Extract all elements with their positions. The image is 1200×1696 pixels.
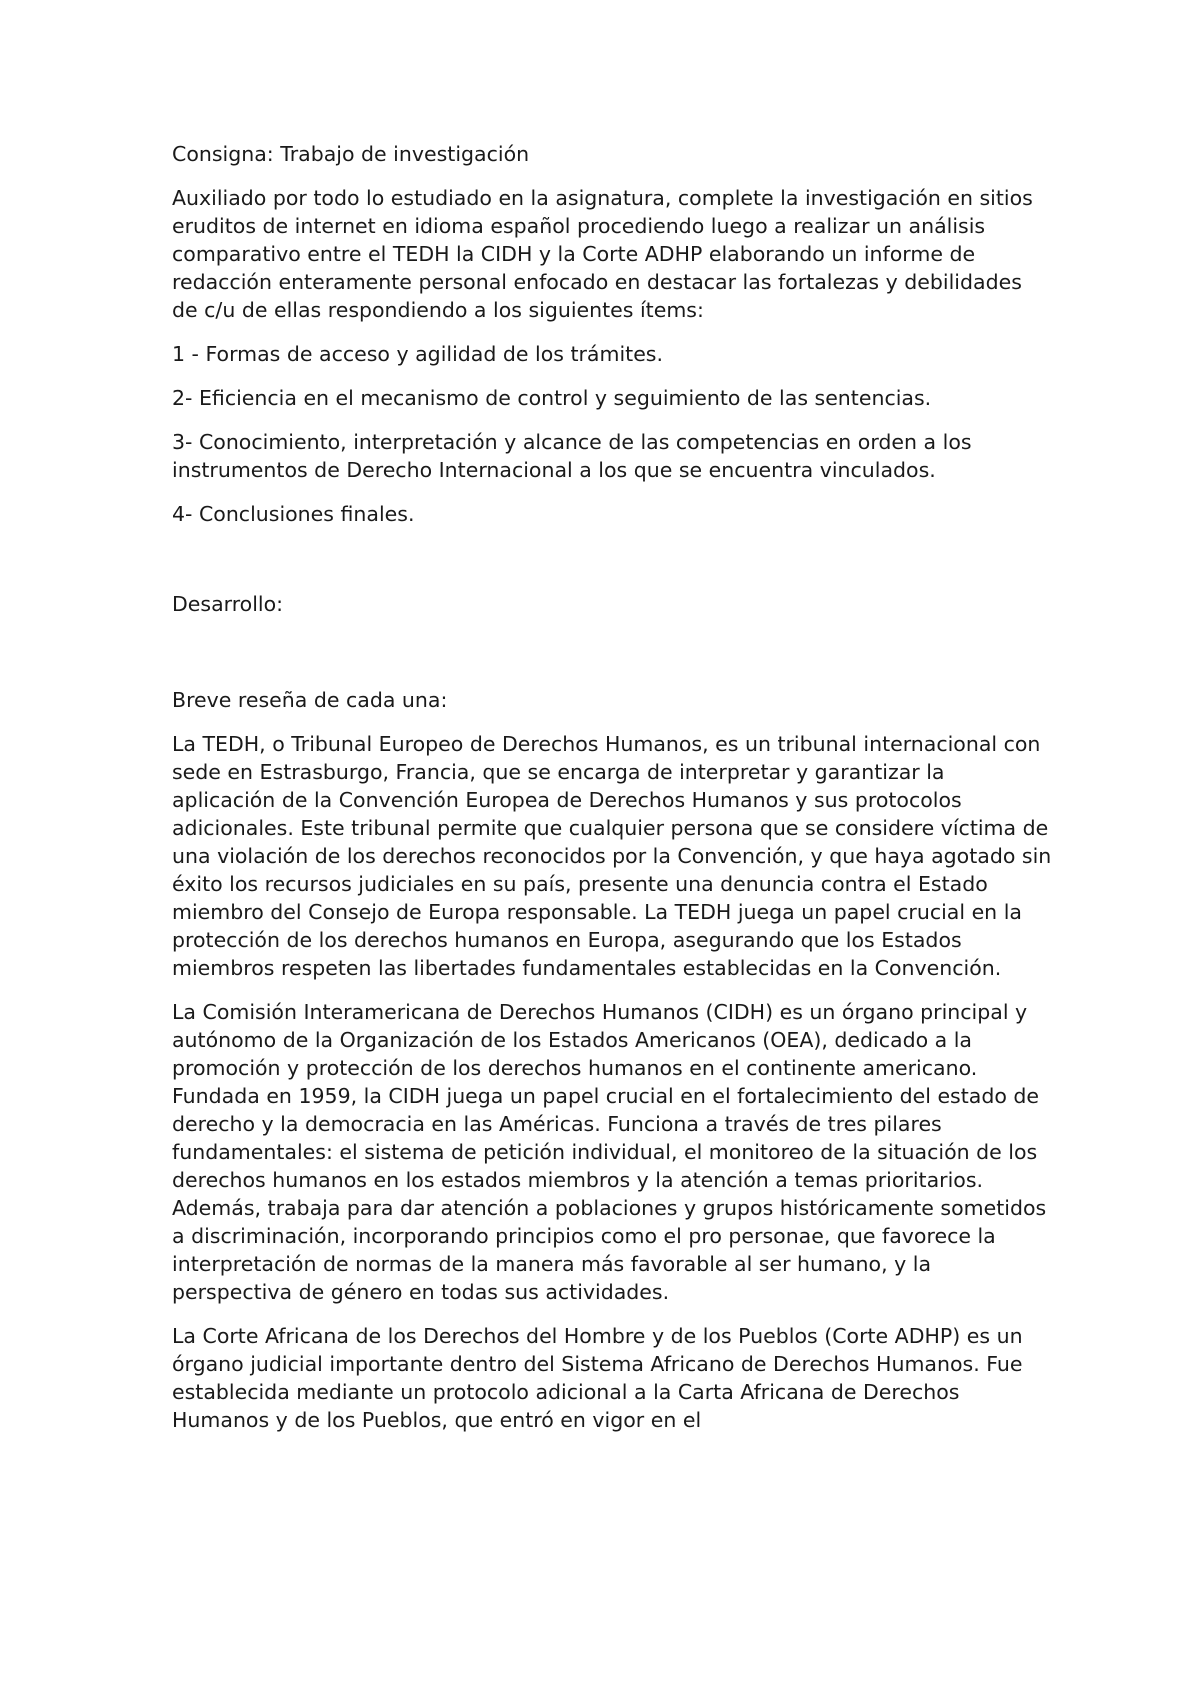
- list-item: 2- Eficiencia en el mecanismo de control y seguimiento de las sentencias.: [172, 386, 932, 410]
- spacer: [172, 634, 1052, 686]
- development-heading: Desarrollo:: [172, 592, 284, 616]
- document-title: Consigna: Trabajo de investigación: [172, 142, 530, 166]
- paragraph-tedh: La TEDH, o Tribunal Europeo de Derechos Humanos, es un tribunal internacional con sede en Estrasburgo, Francia, que se encarga de interpretar y garantizar la aplicación de la Convención Europea de Derechos Humanos y sus protocolos adicionales. Este tribunal permite que cualquier persona que se considere víctima de una violación de los derechos reconocidos por la Convención, y que haya agotado sin éxito los recursos judiciales en su país, presente una denuncia contra el Estado miembro del Consejo de Europa responsable. La TEDH juega un papel crucial en la protección de los derechos humanos en Europa, asegurando que los Estados miembros respeten las libertades fundamentales establecidas en la Convención.: [172, 732, 1052, 980]
- spacer: [172, 544, 1052, 590]
- paragraph-cidh: La Comisión Interamericana de Derechos Humanos (CIDH) es un órgano principal y autónomo de la Organización de los Estados Americanos (OEA), dedicado a la promoción y protección de los derechos humanos en el continente americano. Fundada en 1959, la CIDH juega un papel crucial en el fortalecimiento del estado de derecho y la democracia en las Américas. Funciona a través de tres pilares fundamentales: el sistema de petición individual, el monitoreo de la situación de los derechos humanos en los estados miembros y la atención a temas prioritarios. Además, trabaja para dar atención a poblaciones y grupos históricamente sometidos a discriminación, incorporando principios como el pro personae, que favorece la interpretación de normas de la manera más favorable al ser humano, y la perspectiva de género en todas sus actividades.: [172, 1000, 1047, 1304]
- list-item: 4- Conclusiones finales.: [172, 502, 415, 526]
- paragraph-corte-adhp: La Corte Africana de los Derechos del Hombre y de los Pueblos (Corte ADHP) es un órgano judicial importante dentro del Sistema Africano de Derechos Humanos. Fue establecida mediante un protocolo adicional a la Carta Africana de Derechos Humanos y de los Pueblos, que entró en vigor en el: [172, 1324, 1023, 1432]
- list-item: 3- Conocimiento, interpretación y alcance de las competencias en orden a los instrumentos de Derecho Internacional a los que se encuentra vinculados.: [172, 430, 972, 482]
- document-page: [172, 140, 1052, 1450]
- instructions-paragraph: Auxiliado por todo lo estudiado en la asignatura, complete la investigación en sitios eruditos de internet en idioma español procediendo luego a realizar un análisis comparativo entre el TEDH la CIDH y la Corte ADHP elaborando un informe de redacción enteramente personal enfocado en destacar las fortalezas y debilidades de c/u de ellas respondiendo a los siguientes ítems:: [172, 186, 1033, 322]
- review-heading: Breve reseña de cada una:: [172, 688, 448, 712]
- list-item: 1 - Formas de acceso y agilidad de los trámites.: [172, 342, 663, 366]
